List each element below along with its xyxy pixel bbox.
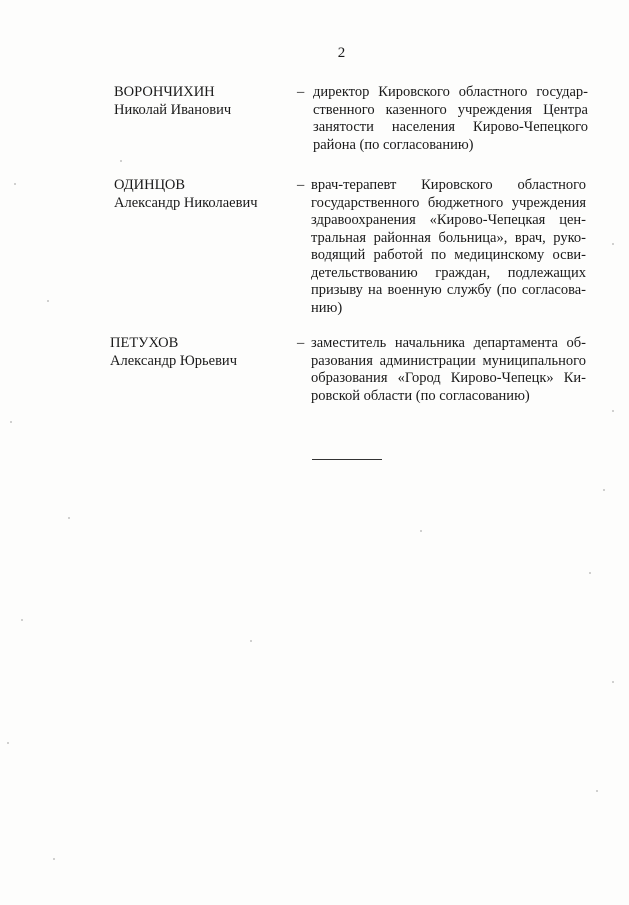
position-line: призыву на военную службу (по согласова- (311, 282, 586, 298)
member-position (311, 335, 586, 405)
scan-speck (596, 790, 598, 792)
scan-speck (47, 300, 49, 302)
scan-speck (603, 489, 605, 491)
scan-speck (10, 421, 12, 423)
position-line: нию) (311, 299, 343, 316)
position-line: разования администрации муниципального (311, 352, 586, 369)
position-line: врач-терапевт Кировского областного (311, 177, 586, 193)
position-line: заместитель начальника департамента об- (311, 335, 586, 351)
scan-speck (612, 410, 614, 412)
scan-speck (14, 183, 16, 185)
member-surname: ВОРОНЧИХИН (114, 84, 215, 100)
scan-speck (420, 530, 422, 532)
position-line: ственного казенного учреждения Центра (313, 101, 588, 118)
member-surname: ПЕТУХОВ (110, 335, 179, 351)
scan-speck (7, 742, 9, 744)
member-surname: ОДИНЦОВ (114, 177, 186, 193)
scan-speck (21, 619, 23, 621)
position-line: водящий работой по медицинскому осви- (311, 247, 586, 263)
member-name (110, 335, 285, 370)
scan-speck (53, 858, 55, 860)
position-line: директор Кировского областного государ- (313, 84, 588, 100)
member-position (313, 84, 588, 154)
position-line: детельствованию граждан, подлежащих (311, 264, 586, 281)
scan-speck (120, 160, 122, 162)
dash-separator: – (297, 84, 305, 100)
position-line: тральная районная больница», врач, руко- (311, 229, 586, 246)
scan-speck (612, 681, 614, 683)
position-line: ровской области (по согласованию) (311, 387, 530, 404)
member-given-name: Александр Юрьевич (110, 352, 237, 369)
page-number: 2 (337, 45, 346, 61)
scan-speck (250, 640, 252, 642)
dash-separator: – (297, 335, 305, 351)
scan-speck (612, 243, 614, 245)
position-line: государственного бюджетного учреждения (311, 194, 586, 211)
position-line: района (по согласованию) (313, 136, 474, 153)
dash-separator: – (297, 177, 305, 193)
member-given-name: Александр Николаевич (114, 194, 258, 211)
position-line: занятости населения Кирово-Чепецкого (313, 119, 588, 135)
position-line: образования «Город Кирово-Чепецк» Ки- (311, 370, 586, 386)
position-line: здравоохранения «Кирово-Чепецкая цен- (311, 212, 586, 228)
closing-rule (312, 459, 382, 460)
scan-speck (589, 572, 591, 574)
member-position (311, 177, 586, 317)
member-given-name: Николай Иванович (114, 101, 232, 118)
scan-speck (68, 517, 70, 519)
member-name (114, 177, 289, 212)
member-name (114, 84, 289, 119)
